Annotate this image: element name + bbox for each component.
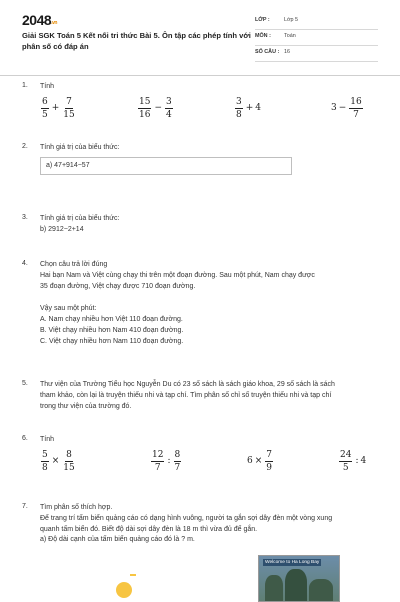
question-text: quanh tấm biển đó. Biết độ dài sợi dây đèn là 18 m thì vừa đủ để gắn. xyxy=(40,525,258,533)
option-c[interactable]: C. Việt chạy nhiều hơn Nam 110 đoạn đường. xyxy=(40,337,184,345)
sun-ray-illustration xyxy=(130,574,136,576)
question-body xyxy=(40,82,380,127)
question-body xyxy=(40,380,380,412)
expression-4 xyxy=(338,450,366,473)
operator: + xyxy=(51,102,60,113)
question-label: Tính xyxy=(40,436,55,443)
meta-key: SỐ CÂU : xyxy=(255,49,280,55)
operator: × xyxy=(51,455,60,466)
meta-value: Toán xyxy=(284,33,296,39)
question-body xyxy=(40,260,380,348)
question-body xyxy=(40,214,380,236)
meta-key: MÔN : xyxy=(255,33,271,39)
operator: − xyxy=(338,102,347,113)
question-number: 5. xyxy=(22,380,28,387)
question-label: Tính xyxy=(40,83,55,90)
question-label: Tính giá trị của biểu thức: xyxy=(40,144,120,151)
fraction: $\frac{8}{15}$ xyxy=(63,449,75,473)
rock-shape xyxy=(265,575,283,601)
question-body xyxy=(40,503,380,546)
rock-shape xyxy=(309,579,333,601)
question-body xyxy=(40,143,380,175)
sun-illustration xyxy=(116,582,132,598)
fraction: $\frac{7}{9}$ xyxy=(266,449,273,473)
fraction: $\frac{6}{5}$ xyxy=(42,96,48,120)
page-header xyxy=(0,0,400,68)
question-number: 1. xyxy=(22,82,28,89)
expression-1 xyxy=(40,450,77,473)
expression-1 xyxy=(40,97,77,120)
expression-3 xyxy=(234,97,261,120)
rock-shape xyxy=(285,569,307,601)
operator: : xyxy=(355,455,359,466)
integer: 4 xyxy=(255,102,262,113)
operator: : xyxy=(167,455,171,466)
expression-line: b) 2912−2+14 xyxy=(40,225,84,233)
fraction: $\frac{5}{8}$ xyxy=(42,449,48,473)
document-title: Giải SGK Toán 5 Kết nối tri thức Bài 5. Ôn tập các phép tính với phân số có đáp án xyxy=(22,31,251,51)
question-text: 35 đoạn đường, Việt chạy được 710 đoạn đường. xyxy=(40,282,196,290)
answer-box[interactable] xyxy=(40,157,292,175)
answer-text: a) 47+914−57 xyxy=(46,161,90,169)
meta-value: 16 xyxy=(284,49,290,55)
expression-4 xyxy=(331,97,364,120)
question-label: Tính giá trị của biểu thức: xyxy=(40,215,120,222)
meta-key: LỚP : xyxy=(255,17,270,23)
operator: + xyxy=(245,102,254,113)
option-a[interactable]: A. Nam chạy nhiều hơn Việt 110 đoạn đường. xyxy=(40,316,183,324)
option-b[interactable]: B. Việt chạy nhiều hơn Nam 410 đoạn đường. xyxy=(40,326,184,334)
header-divider xyxy=(0,75,400,76)
question-text: trong thư viện của trường đó. xyxy=(40,402,132,410)
operator: − xyxy=(154,102,162,113)
expression-row xyxy=(40,450,380,480)
question-text: Hai bạn Nam và Việt cùng chạy thi trên một đoạn đường. Sau một phút, Nam chạy được xyxy=(40,271,315,279)
fraction: $\frac{15}{16}$ xyxy=(139,96,151,120)
logo-suffix: .vn xyxy=(51,20,57,26)
question-body xyxy=(40,435,380,480)
meta-row-count xyxy=(255,46,378,62)
expression-row xyxy=(40,97,380,127)
question-prompt: Vậy sau một phút: xyxy=(40,305,97,313)
integer: 4 xyxy=(360,455,367,466)
fraction: $\frac{3}{8}$ xyxy=(236,96,242,120)
meta-value: Lớp 5 xyxy=(284,17,299,23)
expression-2 xyxy=(137,97,174,120)
fraction: $\frac{3}{4}$ xyxy=(166,96,172,120)
question-text: Để trang trí tấm biển quảng cáo có dạng hình vuông, người ta gắn sợi dây đèn một vòng xung xyxy=(40,514,333,522)
logo-text: 2048 xyxy=(22,12,52,28)
fraction: $\frac{24}{5}$ xyxy=(340,449,352,473)
question-text: Thư viện của Trường Tiểu học Nguyễn Du có 23 số sách là sách giáo khoa, 29 số sách là sách xyxy=(40,381,335,388)
question-number: 2. xyxy=(22,143,28,150)
site-logo[interactable] xyxy=(22,12,57,28)
integer: 3 xyxy=(331,102,337,113)
operator: × xyxy=(254,455,263,466)
question-number: 3. xyxy=(22,214,28,221)
fraction: $\frac{12}{7}$ xyxy=(152,449,164,473)
question-text: a) Độ dài cạnh của tấm biển quảng cáo đó là ? m. xyxy=(40,536,195,544)
fraction: $\frac{8}{7}$ xyxy=(174,449,181,473)
integer: 6 xyxy=(247,455,253,466)
meta-table xyxy=(255,14,378,62)
fraction: $\frac{7}{15}$ xyxy=(63,96,75,120)
meta-row-class xyxy=(255,14,378,30)
meta-row-subject xyxy=(255,30,378,46)
fraction: $\frac{16}{7}$ xyxy=(350,96,362,120)
ha-long-bay-image xyxy=(258,555,340,602)
question-number: 4. xyxy=(22,260,28,267)
question-text: tham khảo, còn lại là truyện thiếu nhi và tạp chí. Tìm phân số chỉ số truyện thiếu nhi và tạp chí xyxy=(40,391,332,399)
question-label: Chọn câu trả lời đúng xyxy=(40,261,108,268)
question-number: 6. xyxy=(22,435,28,442)
question-number: 7. xyxy=(22,503,28,510)
expression-2 xyxy=(150,450,182,473)
expression-3 xyxy=(247,450,274,473)
question-label: Tìm phân số thích hợp. xyxy=(40,504,113,511)
image-caption: Welcome to Ha Long Bay xyxy=(265,560,320,565)
